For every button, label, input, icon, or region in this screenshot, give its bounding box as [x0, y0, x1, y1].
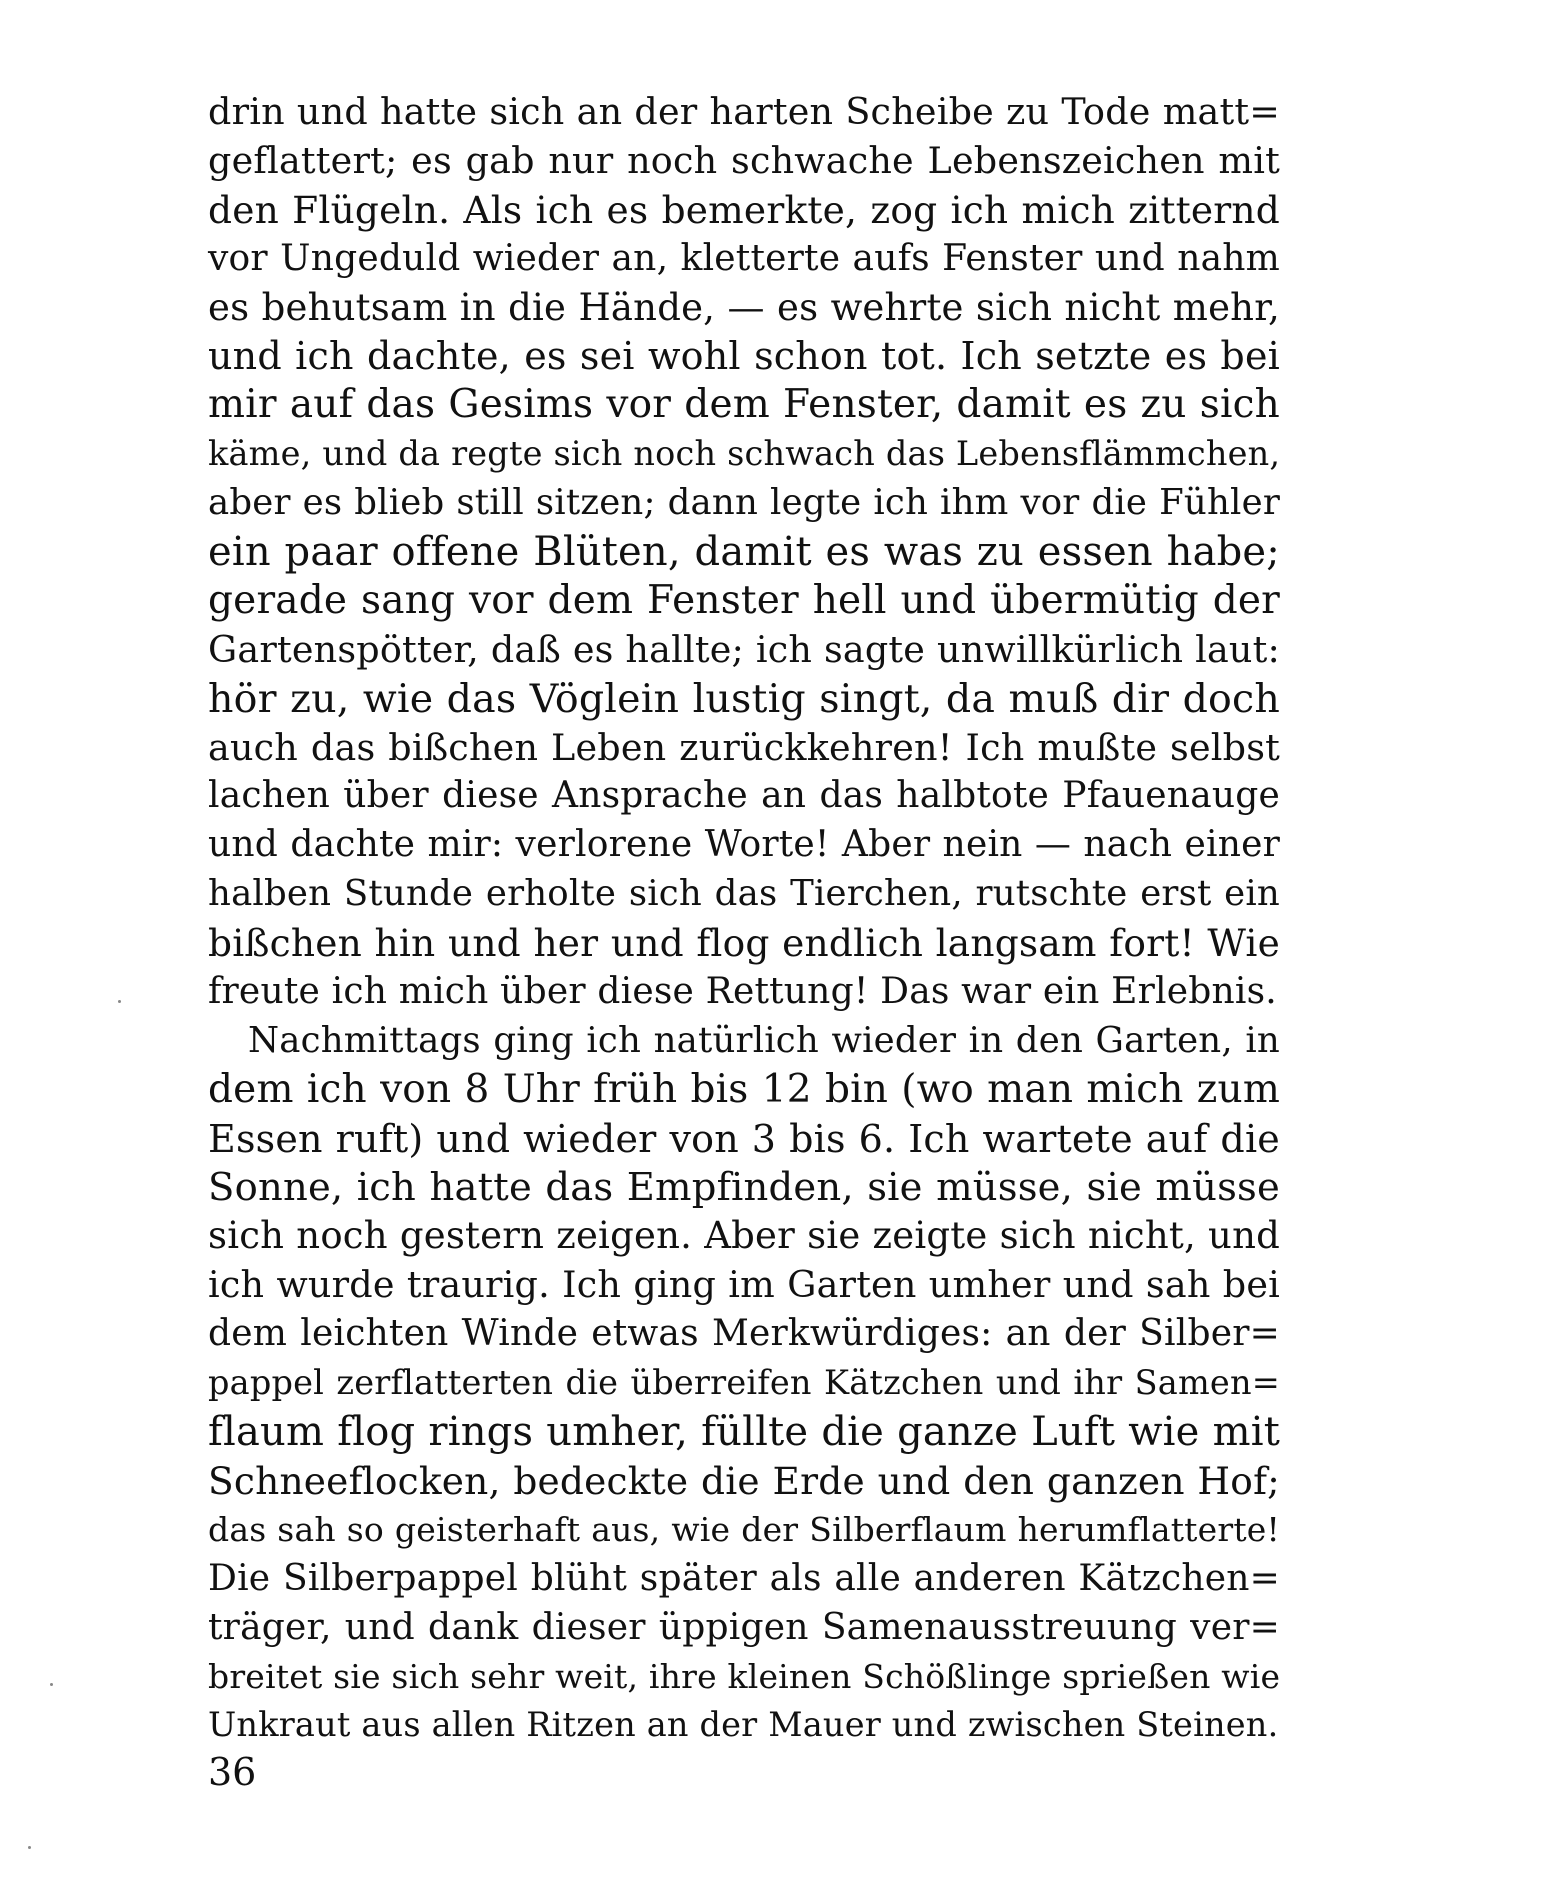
text-line: es behutsam in die Hände, — es wehrte sich nicht mehr, — [208, 285, 1280, 329]
text-line: hör zu, wie das Vöglein lustig singt, da muß dir doch — [208, 675, 1280, 722]
text-line: vor Ungeduld wieder an, kletterte aufs Fenster und nahm — [208, 237, 1280, 279]
text-line: den Flügeln. Als ich es bemerkte, zog ich mich zitternd — [208, 187, 1280, 232]
text-line: Die Silberpappel blüht später als alle anderen Kätzchen= — [208, 1557, 1280, 1599]
text-line: dem leichten Winde etwas Merkwürdiges: an der Silber= — [208, 1313, 1280, 1355]
scan-speck — [28, 1846, 31, 1849]
scan-speck — [118, 1000, 121, 1003]
text-line: geflattert; es gab nur noch schwache Lebenszeichen mit — [208, 138, 1280, 182]
text-line: breitet sie sich sehr weit, ihre kleinen Schößlinge sprießen wie — [208, 1656, 1281, 1696]
text-line: lachen über diese Ansprache an das halbtote Pfauenauge — [208, 775, 1280, 817]
text-line: drin und hatte sich an der harten Scheibe zu Tode matt= — [208, 90, 1280, 133]
text-line: Schneeflocken, bedeckte die Erde und den ganzen Hof; — [208, 1458, 1280, 1503]
text-line: Sonne, ich hatte das Empfinden, sie müsse, sie müsse — [208, 1164, 1280, 1210]
text-line: ein paar offene Blüten, damit es was zu essen habe; — [208, 529, 1280, 576]
text-line: Essen ruft) und wieder von 3 bis 6. Ich wartete auf die — [208, 1116, 1280, 1161]
text-line: und dachte mir: verlorene Worte! Aber nein — nach einer — [208, 824, 1280, 866]
text-line: dem ich von 8 Uhr früh bis 12 bin (wo man mich zum — [208, 1066, 1280, 1112]
text-line: halben Stunde erholte sich das Tierchen, rutschte erst ein — [208, 873, 1280, 915]
body-text — [208, 88, 1280, 1750]
text-line: bißchen hin und her und flog endlich langsam fort! Wie — [208, 921, 1280, 966]
paragraph-first-line: Nachmittags ging ich natürlich wieder in den Garten, in — [248, 1019, 1280, 1061]
text-line: pappel zerflatterten die überreifen Kätzchen und ihr Samen= — [208, 1363, 1280, 1403]
text-line: Gartenspötter, daß es hallte; ich sagte unwillkürlich laut: — [208, 627, 1280, 671]
text-line: aber es blieb still sitzen; dann legte ich ihm vor die Fühler — [208, 482, 1280, 524]
page-number: 36 — [208, 1750, 257, 1794]
scan-speck — [50, 1683, 53, 1686]
text-line: mir auf das Gesims vor dem Fenster, damit es zu sich — [208, 382, 1280, 428]
text-line: träger, und dank dieser üppigen Samenausstreuung ver= — [208, 1606, 1280, 1648]
text-line: das sah so geisterhaft aus, wie der Silberflaum herumflatterte! — [208, 1509, 1280, 1549]
text-line: sich noch gestern zeigen. Aber sie zeigte sich nicht, und — [208, 1214, 1280, 1258]
text-line: gerade sang vor dem Fenster hell und übermütig der — [208, 577, 1280, 623]
text-line: auch das bißchen Leben zurückkehren! Ich mußte selbst — [208, 725, 1280, 769]
text-line: freute ich mich über diese Rettung! Das war ein Erlebnis. — [208, 971, 1277, 1013]
text-line: flaum flog rings umher, füllte die ganze Luft wie mit — [208, 1409, 1280, 1456]
text-line: und ich dachte, es sei wohl schon tot. Ich setzte es bei — [208, 334, 1280, 379]
text-line: ich wurde traurig. Ich ging im Garten umher und sah bei — [208, 1263, 1280, 1307]
text-line: Unkraut aus allen Ritzen an der Mauer und zwischen Steinen. — [208, 1705, 1279, 1745]
text-line: käme, und da regte sich noch schwach das Lebensflämmchen, — [208, 434, 1281, 474]
